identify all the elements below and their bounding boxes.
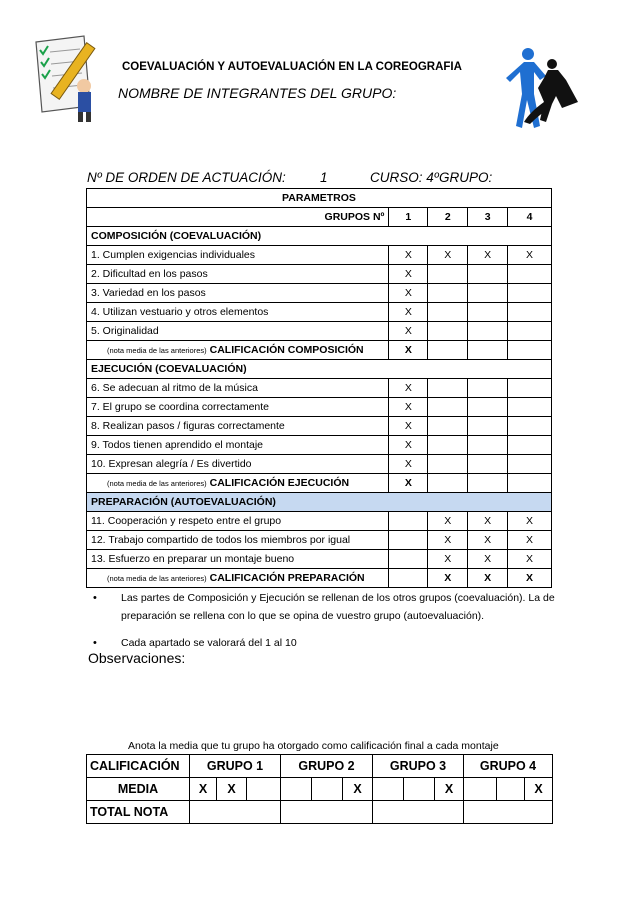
criteria-label: 12. Trabajo compartido de todos los miembros por igual [87,531,389,550]
mark-cell[interactable] [428,436,468,455]
criteria-label: 13. Esfuerzo en preparar un montaje bueno [87,550,389,569]
summary-row [87,569,552,588]
mark-cell[interactable]: X [389,436,428,455]
criteria-row [87,322,552,341]
criteria-row [87,417,552,436]
section-title-row [87,493,552,512]
summary-mark-cell[interactable] [508,341,552,360]
media-mark-cell[interactable] [404,778,435,801]
mark-cell[interactable] [468,436,508,455]
group-3-header: GRUPO 3 [373,755,464,778]
criteria-row [87,246,552,265]
summary-note: (nota media de las anteriores) [107,574,207,583]
media-mark-cell[interactable]: X [217,778,247,801]
mark-cell[interactable] [468,398,508,417]
mark-cell[interactable] [508,398,552,417]
mark-cell[interactable] [508,436,552,455]
summary-row [87,474,552,493]
total-cell[interactable] [190,801,281,824]
criteria-label: 10. Expresan alegría / Es divertido [87,455,389,474]
section-title: EJECUCIÓN (COEVALUACIÓN) [87,360,552,379]
notes-list [88,589,558,652]
summary-mark-cell[interactable]: X [428,569,468,588]
grades-header-row [87,755,553,778]
summary-mark-cell[interactable] [468,341,508,360]
final-grades-table [86,754,553,824]
mark-cell[interactable]: X [389,322,428,341]
summary-note: (nota media de las anteriores) [107,346,207,355]
group-numbers-row [87,208,552,227]
note-text: Cada apartado se valorará del 1 al 10 [121,637,297,649]
criteria-label: 5. Originalidad [87,322,389,341]
summary-row [87,341,552,360]
media-row [87,778,553,801]
mark-cell[interactable]: X [389,455,428,474]
note-item: • Cada apartado se valorará del 1 al 10 [93,637,297,649]
mark-cell[interactable] [508,265,552,284]
mark-cell[interactable] [468,322,508,341]
media-mark-cell[interactable] [497,778,525,801]
mark-cell[interactable] [508,303,552,322]
mark-cell[interactable]: X [389,303,428,322]
group-number: 2 [428,208,468,227]
section-title: COMPOSICIÓN (COEVALUACIÓN) [87,227,552,246]
mark-cell[interactable] [468,417,508,436]
mark-cell[interactable]: X [468,512,508,531]
groups-label: GRUPOS Nº [87,208,389,227]
media-mark-cell[interactable] [281,778,312,801]
total-row [87,801,553,824]
mark-cell[interactable] [468,284,508,303]
mark-cell[interactable]: X [468,246,508,265]
media-mark-cell[interactable]: X [343,778,373,801]
course-label: CURSO: 4º [370,170,439,185]
mark-cell[interactable] [508,455,552,474]
grades-header-label: CALIFICACIÓN [87,755,190,778]
mark-cell[interactable] [468,303,508,322]
criteria-label: 8. Realizan pasos / figuras correctamente [87,417,389,436]
mark-cell[interactable]: X [389,265,428,284]
mark-cell[interactable]: X [389,417,428,436]
total-cell[interactable] [373,801,464,824]
group-members-label: NOMBRE DE INTEGRANTES DEL GRUPO: [118,85,397,101]
summary-mark-cell[interactable] [428,341,468,360]
criteria-label: 2. Dificultad en los pasos [87,265,389,284]
criteria-row [87,512,552,531]
summary-note: (nota media de las anteriores) [107,479,207,488]
criteria-label: 7. El grupo se coordina correctamente [87,398,389,417]
media-mark-cell[interactable]: X [435,778,464,801]
summary-cell [87,474,389,493]
mark-cell[interactable] [428,322,468,341]
mark-cell[interactable] [468,265,508,284]
group-number: 3 [468,208,508,227]
observations-label: Observaciones: [88,650,186,666]
criteria-row [87,550,552,569]
group-4-header: GRUPO 4 [464,755,553,778]
criteria-row [87,379,552,398]
summary-cell [87,569,389,588]
mark-cell[interactable] [428,379,468,398]
group-2-header: GRUPO 2 [281,755,373,778]
mark-cell[interactable] [428,265,468,284]
mark-cell[interactable]: X [508,550,552,569]
document-title: COEVALUACIÓN Y AUTOEVALUACIÓN EN LA COREOGRAFIA [122,61,462,73]
summary-mark-cell[interactable]: X [389,341,428,360]
media-mark-cell[interactable] [247,778,281,801]
criteria-row [87,531,552,550]
mark-cell[interactable] [428,284,468,303]
group-label: GRUPO: [439,170,493,185]
mark-cell[interactable]: X [468,531,508,550]
media-label: MEDIA [87,778,190,801]
mark-cell[interactable]: X [468,550,508,569]
criteria-label: 9. Todos tienen aprendido el montaje [87,436,389,455]
mark-cell[interactable] [428,417,468,436]
media-mark-cell[interactable] [312,778,343,801]
summary-mark-cell[interactable]: X [508,569,552,588]
mark-cell[interactable]: X [428,550,468,569]
summary-mark-cell[interactable] [428,474,468,493]
mark-cell[interactable] [468,379,508,398]
mark-cell[interactable]: X [389,398,428,417]
mark-cell[interactable]: X [389,379,428,398]
mark-cell[interactable]: X [508,512,552,531]
mark-cell[interactable] [389,512,428,531]
summary-label: CALIFICACIÓN COMPOSICIÓN [209,344,364,356]
criteria-row [87,303,552,322]
mark-cell[interactable]: X [428,531,468,550]
mark-cell[interactable]: X [508,246,552,265]
group-number: 1 [389,208,428,227]
dancing-couple-icon [500,42,580,130]
summary-label: CALIFICACIÓN PREPARACIÓN [209,572,365,584]
summary-cell [87,341,389,360]
mark-cell[interactable] [428,398,468,417]
criteria-row [87,398,552,417]
mark-cell[interactable] [389,550,428,569]
parameters-table [86,188,552,588]
mark-cell[interactable] [389,531,428,550]
mark-cell[interactable] [508,417,552,436]
mark-cell[interactable] [468,455,508,474]
section-title: PREPARACIÓN (AUTOEVALUACIÓN) [87,493,552,512]
params-title: PARAMETROS [87,189,552,208]
group-1-header: GRUPO 1 [190,755,281,778]
mark-cell[interactable]: X [508,531,552,550]
final-grade-instruction: Anota la media que tu grupo ha otorgado como calificación final a cada montaje [128,740,499,752]
media-mark-cell[interactable] [464,778,497,801]
criteria-label: 4. Utilizan vestuario y otros elementos [87,303,389,322]
criteria-row [87,284,552,303]
note-item: • Las partes de Composición y Ejecución se rellenan de los otros grupos (coevaluación). La de preparación se rellena con lo que se opina de vuestro grupo (autoevaluación). [93,592,555,622]
summary-mark-cell[interactable] [389,569,428,588]
summary-mark-cell[interactable] [468,474,508,493]
order-value: 1 [320,170,328,185]
criteria-row [87,265,552,284]
mark-cell[interactable] [428,455,468,474]
criteria-row [87,455,552,474]
params-title-row [87,189,552,208]
mark-cell[interactable] [508,322,552,341]
total-cell[interactable] [464,801,553,824]
group-number: 4 [508,208,552,227]
media-mark-cell[interactable]: X [190,778,217,801]
media-mark-cell[interactable]: X [525,778,553,801]
section-title-row [87,227,552,246]
summary-mark-cell[interactable] [508,474,552,493]
criteria-label: 11. Cooperación y respeto entre el grupo [87,512,389,531]
checklist-pencil-icon [28,34,110,124]
note-text: Las partes de Composición y Ejecución se rellenan de los otros grupos (coevaluación). La de preparación se rellena con lo que se opina de vuestro grupo (autoevaluación). [121,592,555,622]
total-cell[interactable] [281,801,373,824]
criteria-label: 1. Cumplen exigencias individuales [87,246,389,265]
order-label: Nº DE ORDEN DE ACTUACIÓN: [87,170,286,185]
mark-cell[interactable] [508,379,552,398]
mark-cell[interactable]: X [389,284,428,303]
mark-cell[interactable] [428,303,468,322]
summary-mark-cell[interactable]: X [468,569,508,588]
criteria-row [87,436,552,455]
criteria-label: 3. Variedad en los pasos [87,284,389,303]
mark-cell[interactable] [508,284,552,303]
media-mark-cell[interactable] [373,778,404,801]
summary-mark-cell[interactable]: X [389,474,428,493]
total-label: TOTAL NOTA [87,801,190,824]
mark-cell[interactable]: X [389,246,428,265]
summary-label: CALIFICACIÓN EJECUCIÓN [209,477,350,489]
mark-cell[interactable]: X [428,246,468,265]
criteria-label: 6. Se adecuan al ritmo de la música [87,379,389,398]
mark-cell[interactable]: X [428,512,468,531]
section-title-row [87,360,552,379]
